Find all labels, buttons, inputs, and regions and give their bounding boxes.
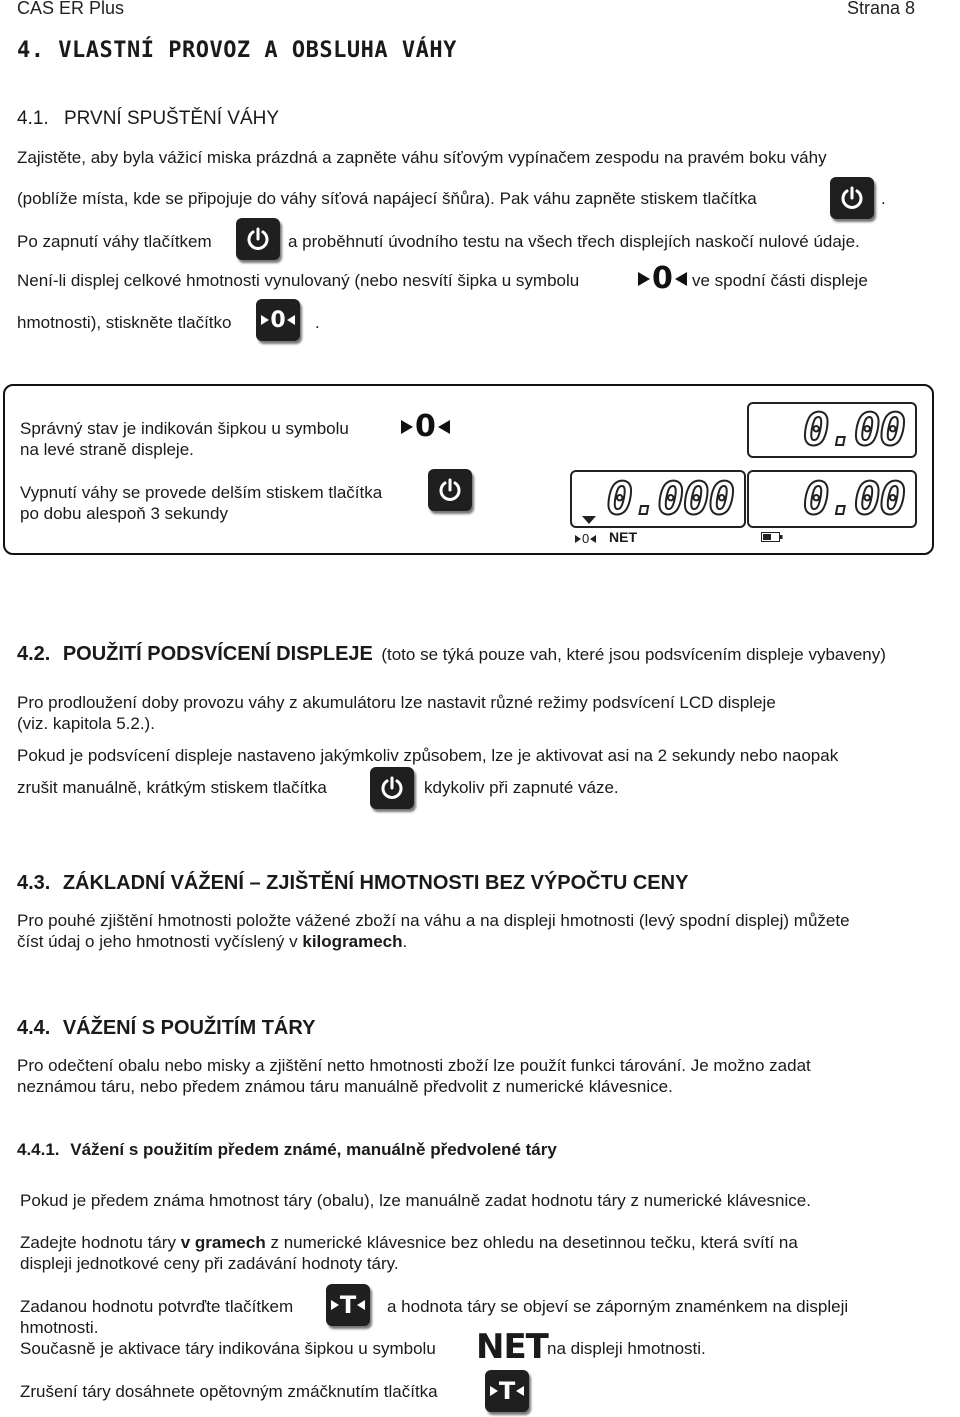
section-title: Vážení s použitím předem známé, manuálně předvolené táry (70, 1140, 557, 1159)
zero-key-label: 0 (270, 307, 286, 333)
net-indicator: NET (609, 529, 637, 545)
zero-key-icon (256, 299, 300, 341)
paragraph: neznámou táru, nebo předem známou táru manuálně předvolit z numerické klávesnice. (17, 1077, 673, 1096)
power-key-icon (428, 469, 472, 511)
emphasis: v gramech (180, 1233, 266, 1252)
unit-price-display (747, 402, 917, 458)
chapter-number: 4. (17, 38, 45, 63)
power-key-icon (830, 177, 874, 219)
punctuation: . (402, 932, 408, 951)
zero-indicator-label: 0 (582, 531, 590, 546)
section-4-4-heading (17, 1017, 315, 1040)
punctuation: . (315, 313, 320, 332)
section-number: 4.2. (17, 643, 51, 665)
section-4-1-heading (17, 108, 279, 130)
paragraph (20, 1232, 798, 1253)
section-note: (toto se týká pouze vah, které jsou podsvícením displeje vybaveny) (381, 645, 886, 664)
section-title: PRVNÍ SPUŠTĚNÍ VÁHY (63, 108, 280, 129)
tare-key-icon (485, 1370, 529, 1412)
weight-display (570, 470, 746, 528)
net-symbol: NET (476, 1327, 548, 1367)
section-number: 4.4.1. (17, 1140, 60, 1159)
panel-text: na levé straně displeje. (20, 440, 194, 459)
display-value: 0.000 (606, 473, 734, 525)
paragraph: Po zapnutí váhy tlačítkem (17, 232, 212, 251)
paragraph: ve spodní části displeje (692, 271, 868, 290)
chapter-title: VLASTNÍ PROVOZ A OBSLUHA VÁHY (58, 38, 457, 63)
paragraph: Současně je aktivace táry indikována šipkou u symbolu (20, 1339, 436, 1358)
zero-indicator (575, 531, 596, 546)
paragraph: Pokud je podsvícení displeje nastaveno jakýmkoliv způsobem, lze je aktivovat asi na 2 sekundy nebo naopak (17, 746, 839, 765)
display-value: 0.00 (803, 404, 905, 456)
paragraph-text: z numerické klávesnice bez ohledu na desetinnou tečku, která svítí na (270, 1233, 798, 1252)
panel-text: Vypnutí váhy se provede delším stiskem tlačítka (20, 483, 383, 502)
section-number: 4.3. (17, 872, 51, 894)
info-panel (3, 384, 934, 555)
section-number: 4.4. (17, 1017, 51, 1039)
paragraph: Není-li displej celkové hmotnosti vynulovaný (nebo nesvítí šipka u symbolu (17, 271, 580, 290)
paragraph: Zrušení táry dosáhnete opětovným zmáčknutím tlačítka (20, 1382, 438, 1401)
zero-symbol: 0 (652, 261, 673, 296)
paragraph: hmotnosti. (20, 1318, 99, 1337)
indicator-arrow-icon (582, 516, 596, 524)
power-key-icon (236, 218, 280, 260)
tare-key-label: T (498, 1377, 516, 1405)
paragraph: hmotnosti), stiskněte tlačítko (17, 313, 232, 332)
battery-icon (761, 532, 783, 542)
zero-arrow-icon (638, 262, 687, 296)
paragraph: (viz. kapitola 5.2.). (17, 714, 155, 733)
paragraph (17, 931, 407, 952)
zero-symbol: 0 (415, 409, 436, 444)
page-number: Strana 8 (847, 0, 916, 18)
paragraph: kdykoliv při zapnuté váze. (424, 778, 619, 797)
subsection-4-4-1-heading (17, 1139, 557, 1160)
document-title: CAS ER Plus (17, 0, 125, 18)
power-key-icon (370, 767, 414, 809)
panel-text: Správný stav je indikován šipkou u symbolu (20, 419, 349, 438)
tare-key-icon (326, 1284, 370, 1326)
paragraph: Zadanou hodnotu potvrďte tlačítkem (20, 1297, 294, 1316)
paragraph: displeji jednotkové ceny při zadávání hodnoty táry. (20, 1254, 399, 1273)
paragraph-text: Zadejte hodnotu táry (20, 1233, 176, 1252)
paragraph: Pro odečtení obalu nebo misky a zjištění netto hmotnosti zboží lze použít funkci tárování. Je možno zadat (17, 1056, 811, 1075)
panel-text: po dobu alespoň 3 sekundy (20, 504, 228, 523)
paragraph-text: číst údaj o jeho hmotnosti vyčíslený v (17, 932, 298, 951)
paragraph: zrušit manuálně, krátkým stiskem tlačítka (17, 778, 327, 797)
section-4-3-heading (17, 872, 688, 895)
zero-arrow-icon (401, 410, 450, 444)
punctuation: . (881, 189, 886, 208)
chapter-heading (17, 38, 457, 63)
section-title: ZÁKLADNÍ VÁŽENÍ – ZJIŠTĚNÍ HMOTNOSTI BEZ VÝPOČTU CENY (62, 872, 689, 894)
paragraph: Pro pouhé zjištění hmotnosti položte vážené zboží na váhu a na displeji hmotnosti (levý spodní displej) můžete (17, 911, 850, 930)
section-title: POUŽITÍ PODSVÍCENÍ DISPLEJE (62, 643, 373, 665)
paragraph: Zajistěte, aby byla vážicí miska prázdná a zapněte váhu síťovým vypínačem zespodu na pravém boku váhy (17, 148, 827, 167)
section-number: 4.1. (17, 108, 49, 129)
display-value: 0.00 (803, 473, 905, 525)
paragraph: a hodnota táry se objeví se záporným znaménkem na displeji (387, 1297, 849, 1316)
emphasis: kilogramech (302, 932, 403, 951)
paragraph: na displeji hmotnosti. (547, 1339, 706, 1358)
section-4-2-heading (17, 643, 886, 666)
paragraph: (poblíže místa, kde se připojuje do váhy síťová napájecí šňůra). Pak váhu zapněte stiskem tlačítka (17, 189, 757, 208)
paragraph: Pokud je předem známa hmotnost táry (obalu), lze manuálně zadat hodnotu táry z numerické klávesnice. (20, 1191, 811, 1210)
tare-key-label: T (339, 1291, 357, 1319)
section-title: VÁŽENÍ S POUŽITÍM TÁRY (62, 1017, 316, 1039)
paragraph: Pro prodloužení doby provozu váhy z akumulátoru lze nastavit různé režimy podsvícení LCD displeje (17, 693, 776, 712)
paragraph: a proběhnutí úvodního testu na všech třech displejích naskočí nulové údaje. (288, 232, 860, 251)
total-price-display (747, 470, 917, 528)
